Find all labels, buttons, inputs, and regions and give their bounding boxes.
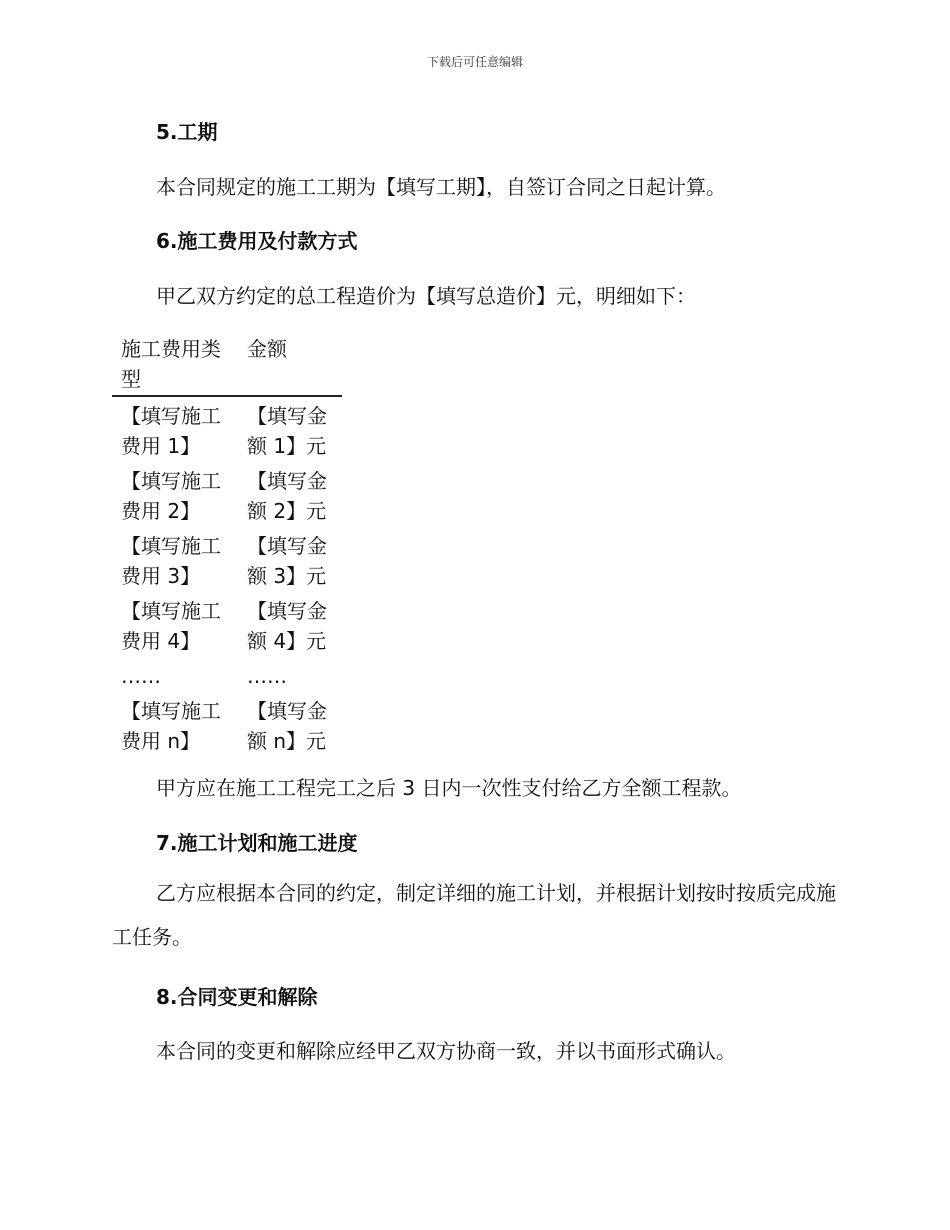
fee-type-cell: 【填写施工费用 1】 [121,404,221,458]
fee-table-header-amount: 金额 [238,334,342,396]
fee-type-cell: 【填写施工费用 2】 [121,469,221,523]
fee-type-cell: 【填写施工费用 3】 [121,534,221,588]
section-7-text: 乙方应根据本合同的约定，制定详细的施工计划，并根据计划按时按质完成施工任务。 [112,881,836,949]
fee-amount-cell: 【填写金额 3】元 [247,534,327,588]
table-row [112,527,342,592]
fee-type-cell: …… [121,664,161,688]
section-6-heading: 6.施工费用及付款方式 [156,229,358,253]
fee-type-cell: 【填写施工费用 n】 [121,699,221,753]
page-header-note: 下载后可任意编辑 [426,55,523,69]
fee-amount-cell: 【填写金额 4】元 [247,599,327,653]
fee-amount-cell: 【填写金额 1】元 [247,404,327,458]
section-8-heading: 8.合同变更和解除 [156,985,318,1009]
fee-type-cell: 【填写施工费用 4】 [121,599,221,653]
table-row [112,462,342,527]
table-row [112,592,342,657]
section-6-payment-text: 甲方应在施工工程完工之后 3 日内一次性支付给乙方全额工程款。 [156,776,742,800]
fee-amount-cell: …… [247,664,287,688]
section-5-heading: 5.工期 [156,120,218,144]
fee-amount-cell: 【填写金额 n】元 [247,699,327,753]
section-7-heading: 7.施工计划和施工进度 [156,831,358,855]
section-6-intro: 甲乙双方约定的总工程造价为【填写总造价】元，明细如下： [156,284,696,308]
section-8-text: 本合同的变更和解除应经甲乙双方协商一致，并以书面形式确认。 [156,1039,736,1063]
fee-amount-cell: 【填写金额 2】元 [247,469,327,523]
fee-table [112,334,342,757]
table-row [112,657,342,692]
fee-table-header-type: 施工费用类型 [112,334,238,396]
table-row [112,396,342,462]
section-5-text: 本合同规定的施工工期为【填写工期】，自签订合同之日起计算。 [156,175,726,199]
table-row [112,692,342,757]
fee-table-header-row [112,334,342,396]
